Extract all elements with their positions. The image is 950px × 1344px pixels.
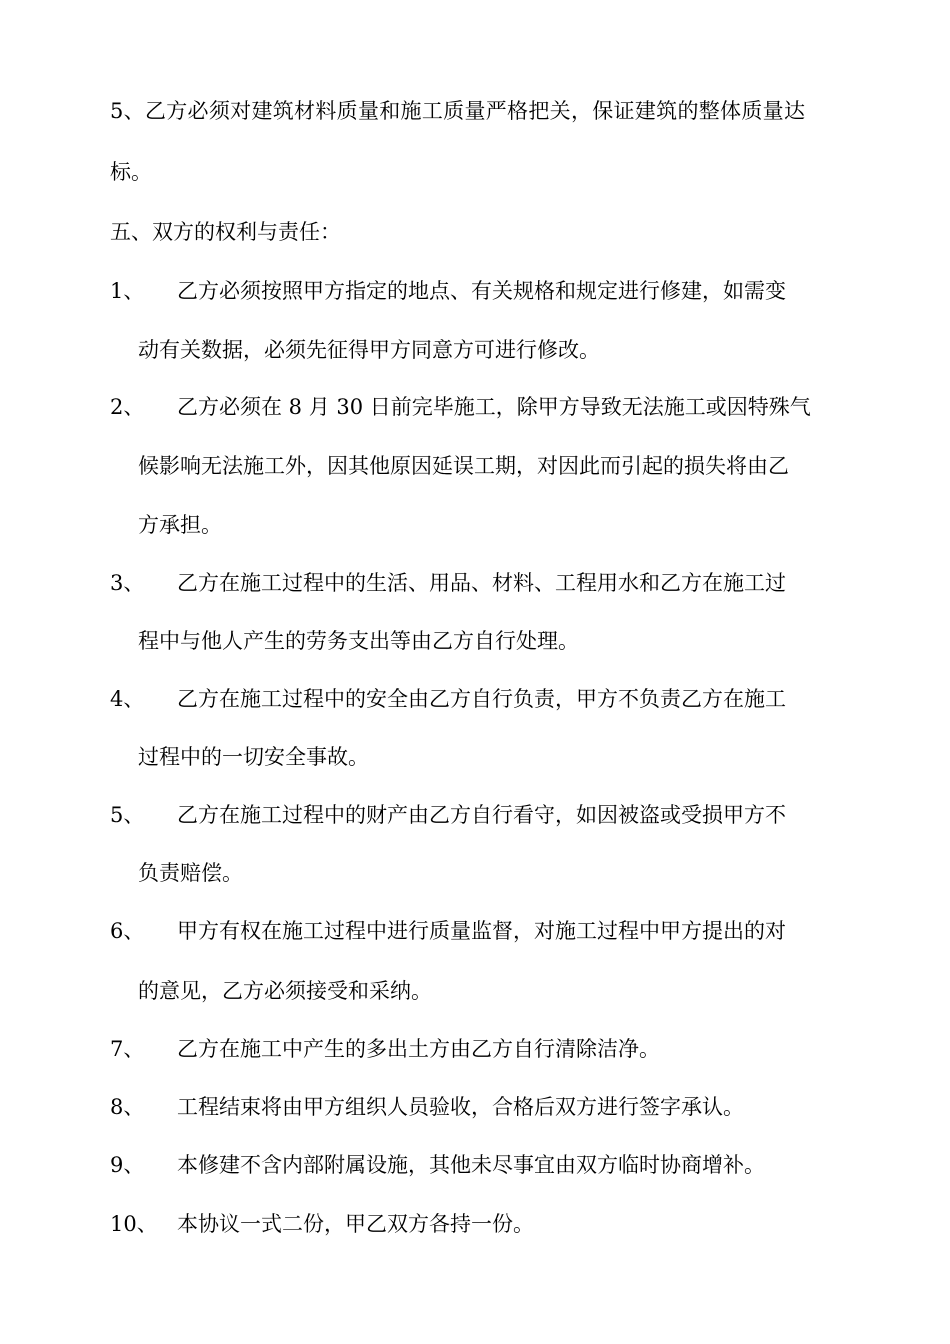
list-item-text: 乙方在施工过程中的财产由乙方自行看守，如因被盗或受损甲方不: [177, 803, 786, 827]
list-item-number: 9、: [110, 1153, 145, 1177]
list-item-number: 8、: [110, 1095, 145, 1119]
list-item-text: 方承担。: [138, 513, 222, 537]
list-item-number: 5、: [110, 803, 145, 827]
paragraph-5-line-2: 标。: [110, 160, 152, 184]
list-item-number: 1、: [110, 279, 145, 303]
list-item-text: 过程中的一切安全事故。: [138, 745, 369, 769]
list-item-number: 7、: [110, 1037, 145, 1061]
list-item-text: 的意见，乙方必须接受和采纳。: [138, 979, 432, 1003]
list-item-text: 负责赔偿。: [138, 861, 243, 885]
list-item-text: 乙方在施工过程中的生活、用品、材料、工程用水和乙方在施工过: [177, 571, 786, 595]
list-item-number: 2、: [110, 395, 145, 419]
list-item-text: 本协议一式二份，甲乙双方各持一份。: [177, 1212, 534, 1236]
section-title: 五、双方的权利与责任：: [110, 220, 341, 244]
list-item-text: 工程结束将由甲方组织人员验收，合格后双方进行签字承认。: [177, 1095, 744, 1119]
list-item-number: 4、: [110, 687, 145, 711]
list-item-number: 3、: [110, 571, 145, 595]
list-item-text: 甲方有权在施工过程中进行质量监督，对施工过程中甲方提出的对: [177, 919, 786, 943]
list-item-text: 乙方在施工过程中的安全由乙方自行负责，甲方不负责乙方在施工: [177, 687, 786, 711]
list-item-text: 本修建不含内部附属设施，其他未尽事宜由双方临时协商增补。: [177, 1153, 765, 1177]
list-item-text: 乙方在施工中产生的多出土方由乙方自行清除洁净。: [177, 1037, 660, 1061]
list-item-number: 6、: [110, 919, 145, 943]
paragraph-5-line-1: 5、乙方必须对建筑材料质量和施工质量严格把关，保证建筑的整体质量达: [110, 99, 806, 123]
list-item-number: 10、: [110, 1212, 158, 1236]
list-item-text: 乙方必须按照甲方指定的地点、有关规格和规定进行修建，如需变: [177, 279, 786, 303]
list-item-text: 候影响无法施工外，因其他原因延误工期，对因此而引起的损失将由乙: [138, 454, 789, 478]
list-item-text: 程中与他人产生的劳务支出等由乙方自行处理。: [138, 629, 579, 653]
list-item-text: 乙方必须在 8 月 30 日前完毕施工，除甲方导致无法施工或因特殊气: [177, 395, 811, 419]
list-item-text: 动有关数据，必须先征得甲方同意方可进行修改。: [138, 338, 600, 362]
